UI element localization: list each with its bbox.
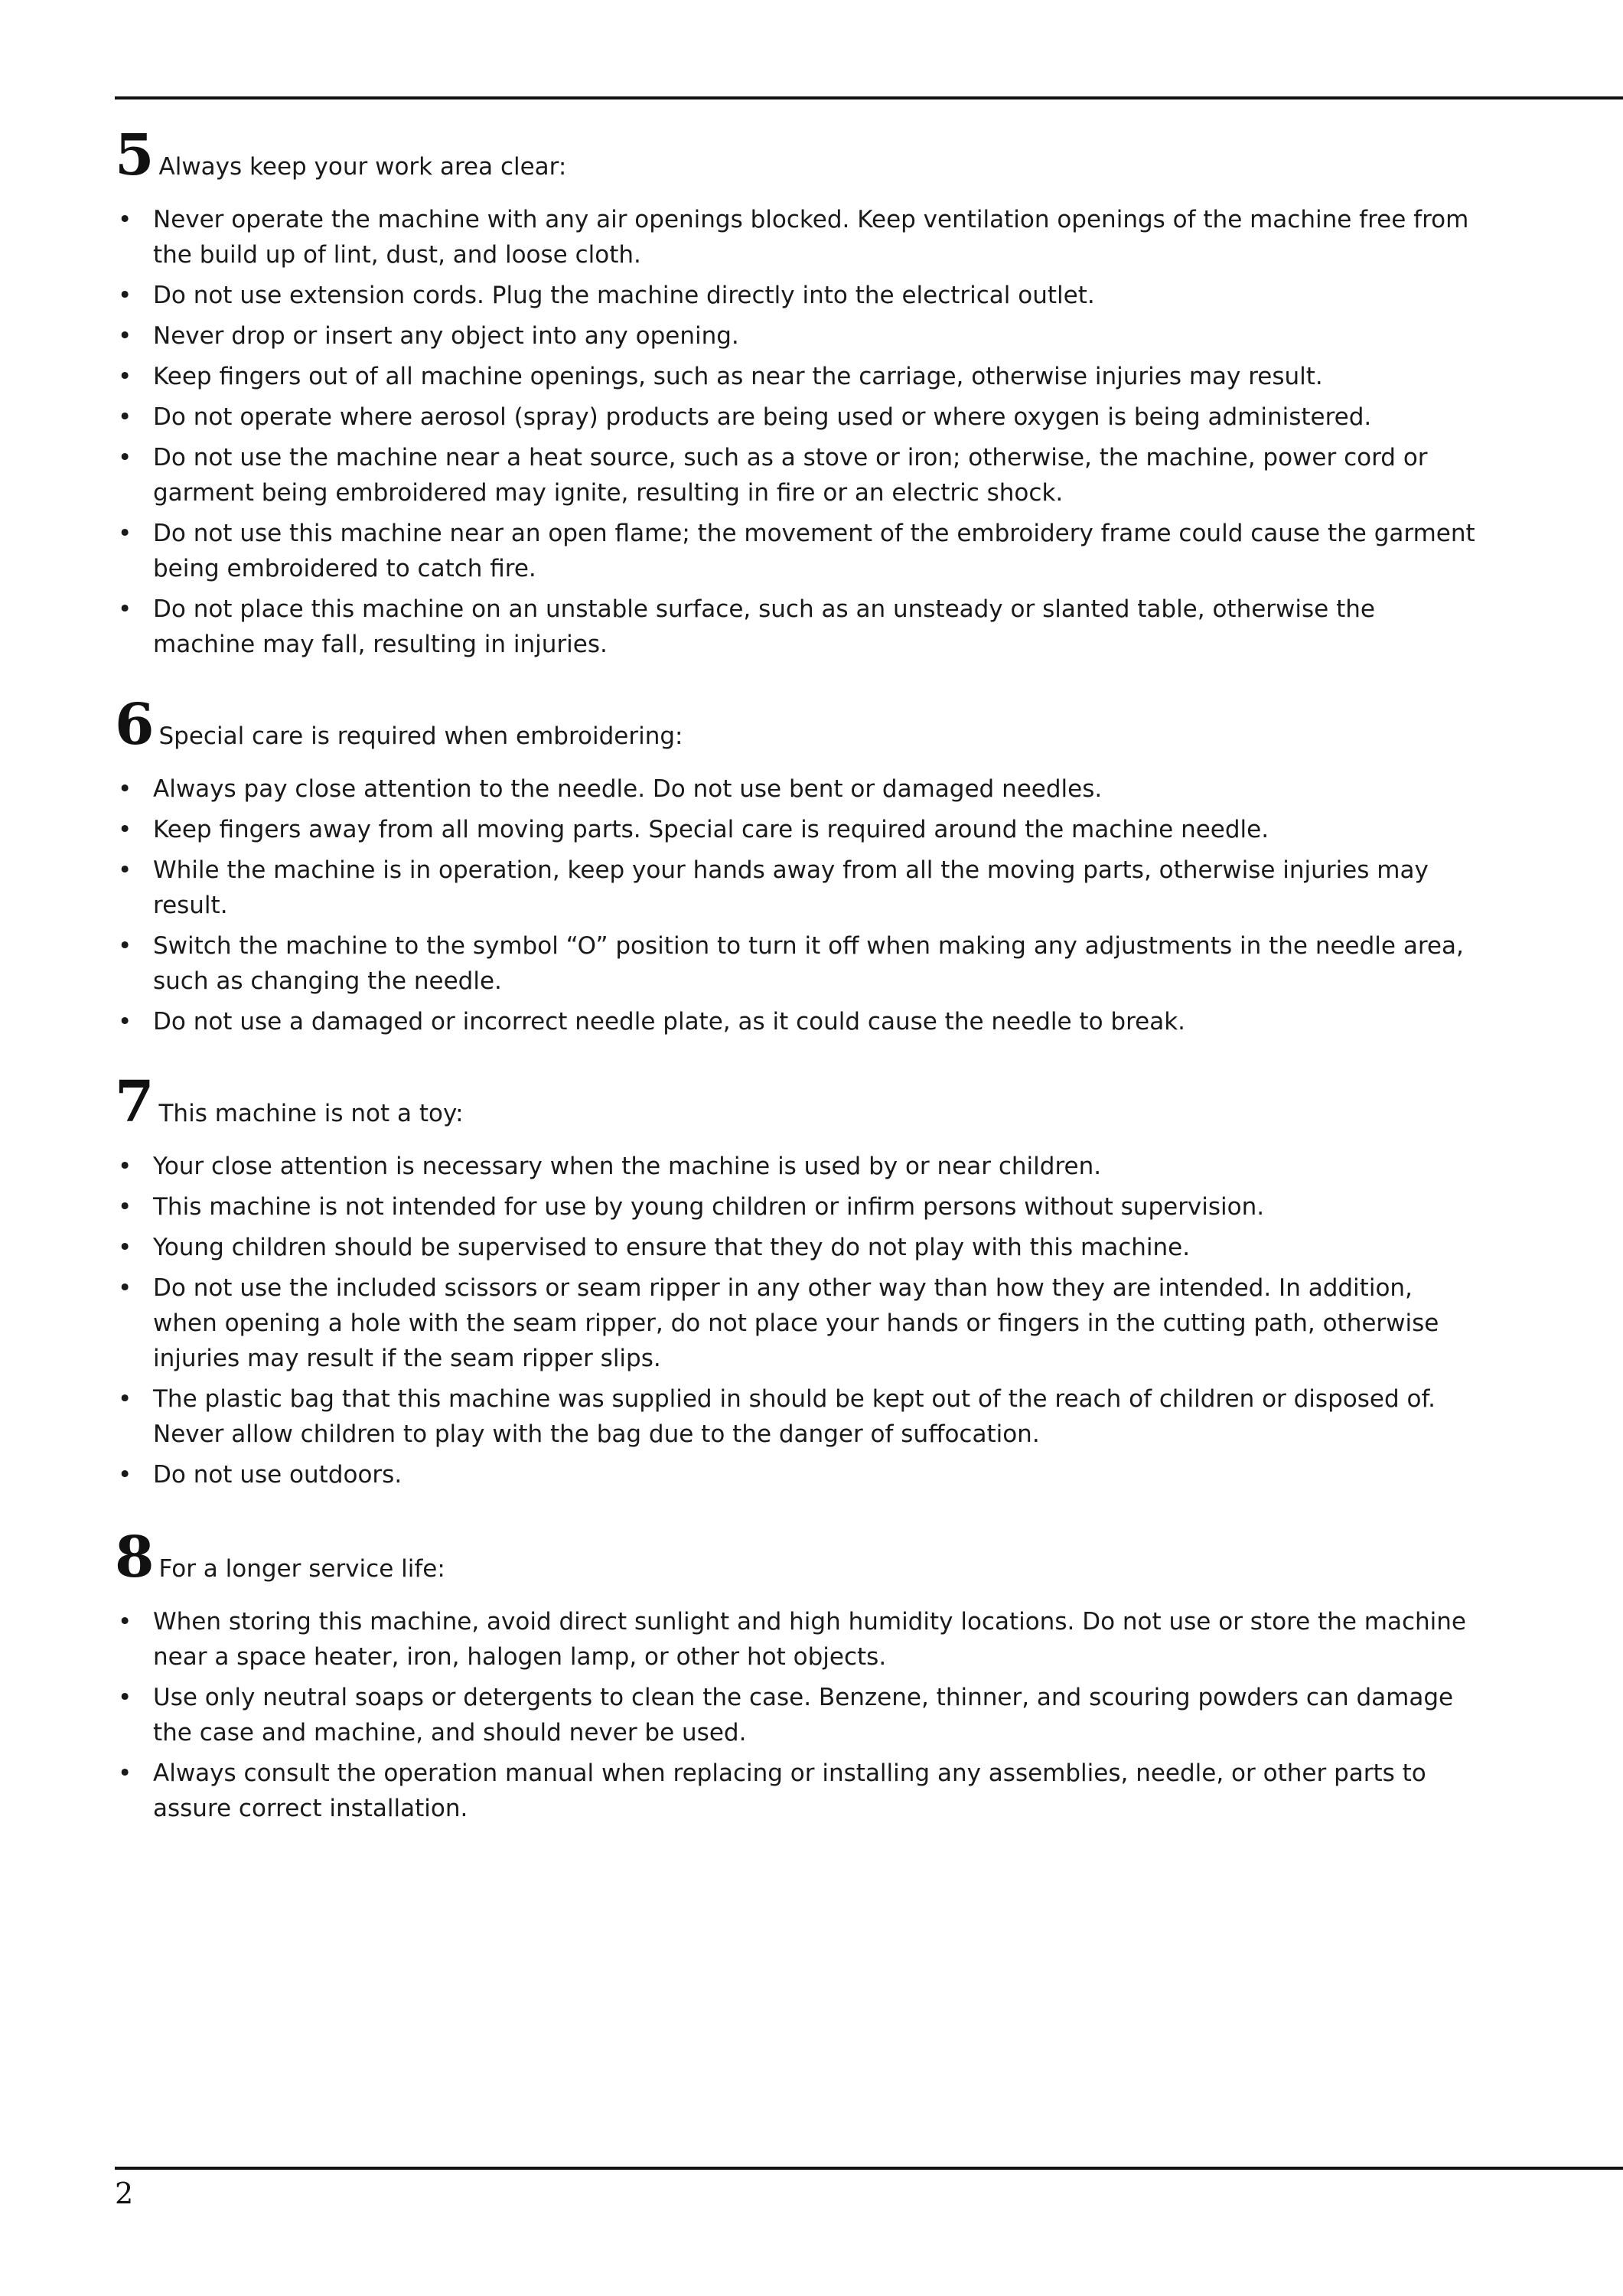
footer-rule	[115, 2167, 1623, 2170]
section-number: 8	[115, 1525, 155, 1590]
list-item	[115, 318, 1477, 354]
list-item	[115, 1189, 1477, 1225]
list-item-text: Do not place this machine on an unstable surface, such as an unsteady or slanted table, otherwise the machine may fall, resulting in injuries.	[153, 595, 1375, 658]
list-item-text: Switch the machine to the symbol “O” position to turn it off when making any adjustments in the needle area, such as changing the needle.	[153, 932, 1464, 995]
list-item-text: Always consult the operation manual when replacing or installing any assemblies, needle, or other parts to assure correct installation.	[153, 1760, 1426, 1822]
bullet-icon: •	[118, 816, 132, 843]
list-item-text: Never drop or insert any object into any opening.	[153, 322, 739, 350]
list-item-text: While the machine is in operation, keep your hands away from all the moving parts, otherwise injuries may result.	[153, 856, 1429, 919]
list-item-text: Do not operate where aerosol (spray) products are being used or where oxygen is being administered.	[153, 403, 1372, 431]
list-item-text: Keep fingers away from all moving parts. Special care is required around the machine needle.	[153, 816, 1269, 843]
list-item-text: Do not use the included scissors or seam ripper in any other way than how they are intended. In addition, when opening a hole with the seam ripper, do not place your hands or fingers in the cutting path, otherwise injuries may result if the seam ripper slips.	[153, 1274, 1439, 1372]
list-item-text: Do not use this machine near an open flame; the movement of the embroidery frame could cause the garment being embroidered to catch fire.	[153, 520, 1475, 582]
section-heading	[115, 1525, 1477, 1590]
list-item	[115, 1004, 1477, 1039]
bullet-icon: •	[118, 1760, 132, 1787]
bullet-icon: •	[118, 932, 132, 960]
list-item	[115, 1680, 1477, 1750]
list-item	[115, 1756, 1477, 1826]
bullet-icon: •	[118, 444, 132, 471]
bullet-list	[115, 1149, 1477, 1492]
section-heading	[115, 122, 1477, 188]
list-item-text: Keep fingers out of all machine openings, such as near the carriage, otherwise injuries may result.	[153, 363, 1323, 390]
bullet-icon: •	[118, 1153, 132, 1180]
list-item-text: Always pay close attention to the needle. Do not use bent or damaged needles.	[153, 775, 1103, 803]
list-item	[115, 1149, 1477, 1184]
bullet-icon: •	[118, 1385, 132, 1413]
bullet-icon: •	[118, 1193, 132, 1221]
list-item	[115, 400, 1477, 435]
list-item	[115, 771, 1477, 807]
list-item-text: Do not use the machine near a heat source, such as a stove or iron; otherwise, the machine, power cord or garment being embroidered may ignite, resulting in fire or an electric shock.	[153, 444, 1428, 507]
section-number: 5	[115, 122, 155, 188]
section-number: 7	[115, 1069, 155, 1135]
section-5	[115, 122, 1477, 667]
list-item-text: Young children should be supervised to ensure that they do not play with this machine.	[153, 1234, 1191, 1261]
list-item	[115, 440, 1477, 510]
bullet-icon: •	[118, 595, 132, 623]
list-item-text: Do not use outdoors.	[153, 1461, 402, 1489]
bullet-icon: •	[118, 322, 132, 350]
section-8	[115, 1525, 1477, 1831]
list-item-text: Never operate the machine with any air openings blocked. Keep ventilation openings of the machine free from the build up of lint, dust, and loose cloth.	[153, 206, 1469, 269]
section-title: Always keep your work area clear:	[158, 153, 567, 181]
bullet-icon: •	[118, 1274, 132, 1302]
bullet-icon: •	[118, 363, 132, 390]
bullet-icon: •	[118, 206, 132, 233]
list-item	[115, 278, 1477, 313]
bullet-icon: •	[118, 1684, 132, 1711]
section-heading	[115, 692, 1477, 758]
section-6	[115, 692, 1477, 1045]
page-number: 2	[115, 2177, 134, 2210]
section-title: Special care is required when embroidering:	[158, 722, 683, 750]
list-item	[115, 853, 1477, 923]
list-item-text: When storing this machine, avoid direct sunlight and high humidity locations. Do not use or store the machine near a space heater, iron, halogen lamp, or other hot objects.	[153, 1608, 1467, 1671]
bullet-icon: •	[118, 1461, 132, 1489]
section-title: This machine is not a toy:	[158, 1100, 464, 1127]
bullet-list	[115, 1604, 1477, 1826]
bullet-icon: •	[118, 775, 132, 803]
list-item-text: The plastic bag that this machine was supplied in should be kept out of the reach of children or disposed of. Never allow children to play with the bag due to the danger of suffocation.	[153, 1385, 1436, 1448]
bullet-icon: •	[118, 1008, 132, 1035]
list-item-text: This machine is not intended for use by young children or infirm persons without supervision.	[153, 1193, 1265, 1221]
list-item	[115, 592, 1477, 662]
list-item	[115, 1457, 1477, 1492]
section-7	[115, 1069, 1477, 1498]
section-title: For a longer service life:	[158, 1555, 445, 1583]
list-item	[115, 1604, 1477, 1675]
list-item	[115, 516, 1477, 586]
section-number: 6	[115, 692, 155, 758]
list-item-text: Do not use a damaged or incorrect needle plate, as it could cause the needle to break.	[153, 1008, 1186, 1035]
list-item	[115, 928, 1477, 999]
list-item	[115, 1230, 1477, 1265]
bullet-icon: •	[118, 1234, 132, 1261]
list-item	[115, 1381, 1477, 1452]
list-item	[115, 202, 1477, 272]
bullet-list	[115, 202, 1477, 662]
bullet-icon: •	[118, 520, 132, 547]
bullet-icon: •	[118, 282, 132, 309]
header-rule	[115, 96, 1623, 99]
bullet-list	[115, 771, 1477, 1039]
section-heading	[115, 1069, 1477, 1135]
bullet-icon: •	[118, 1608, 132, 1636]
bullet-icon: •	[118, 403, 132, 431]
list-item-text: Do not use extension cords. Plug the machine directly into the electrical outlet.	[153, 282, 1095, 309]
bullet-icon: •	[118, 856, 132, 884]
list-item	[115, 359, 1477, 394]
list-item-text: Use only neutral soaps or detergents to clean the case. Benzene, thinner, and scouring powders can damage the case and machine, and should never be used.	[153, 1684, 1454, 1746]
list-item	[115, 812, 1477, 847]
list-item-text: Your close attention is necessary when the machine is used by or near children.	[153, 1153, 1102, 1180]
list-item	[115, 1270, 1477, 1376]
